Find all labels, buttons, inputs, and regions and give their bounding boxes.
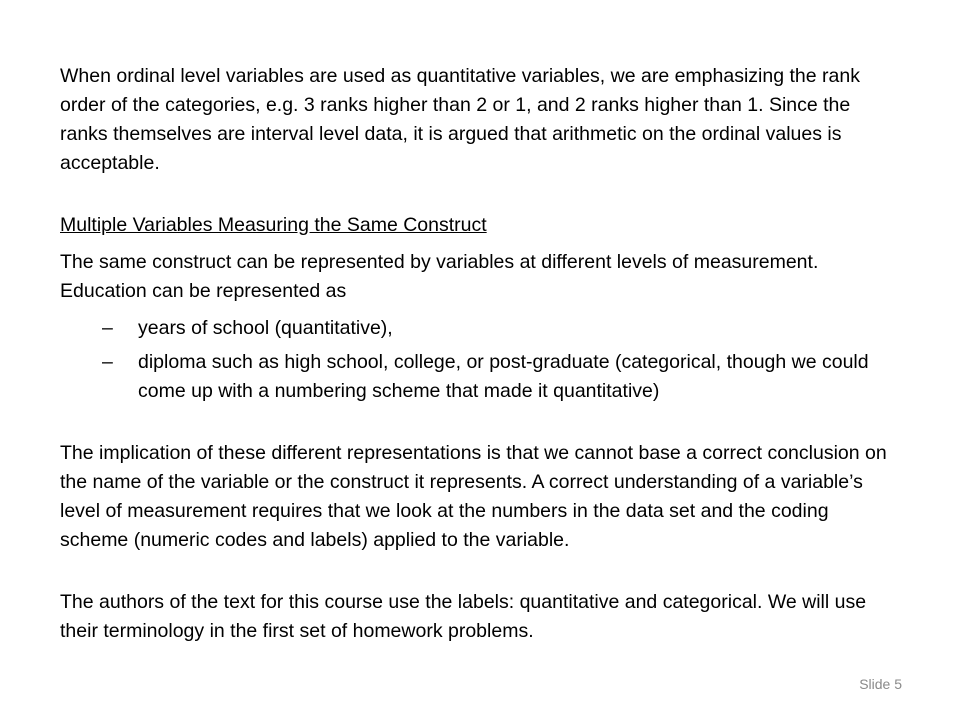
dash-bullet-icon: – [102,351,113,373]
slide-content [60,62,900,646]
slide-number: Slide 5 [859,676,902,692]
education-representations-list [60,314,900,406]
dash-bullet-icon: – [102,317,113,339]
section-heading: Multiple Variables Measuring the Same Construct [60,214,487,236]
list-item [60,314,900,343]
list-item [60,348,900,406]
paragraph-construct: The same construct can be represented by variables at different levels of measurement. Education can be represented as [60,251,819,302]
paragraph-ordinal-quantitative: When ordinal level variables are used as quantitative variables, we are emphasizing the rank order of the categories, e.g. 3 ranks higher than 2 or 1, and 2 ranks higher than 1. Since the ranks themselves are interval level data, it is argued that arithmetic on the ordinal values is acceptable. [60,65,860,174]
paragraph-authors: The authors of the text for this course use the labels: quantitative and categorical. We will use their terminology in the first set of homework problems. [60,591,867,642]
list-item-text: diploma such as high school, college, or post-graduate (categorical, though we could come up with a numbering scheme that made it quantitative) [138,351,869,402]
list-item-text: years of school (quantitative), [138,317,393,339]
paragraph-implication: The implication of these different representations is that we cannot base a correct conclusion on the name of the variable or the construct it represents. A correct understanding of a variable’s level of measurement requires that we look at the numbers in the data set and the coding scheme (numeric codes and labels) applied to the variable. [60,442,887,551]
spacer [60,240,900,248]
